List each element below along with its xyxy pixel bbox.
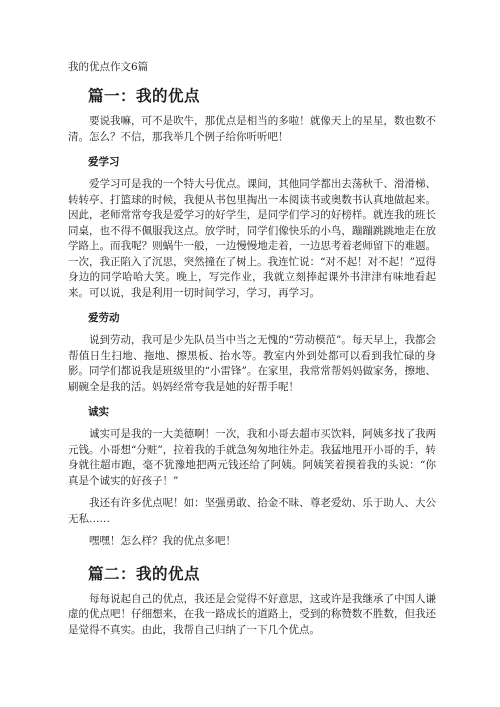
document-title: 我的优点作文6篇 (68, 61, 149, 73)
topic-heading-study: 爱学习 (88, 156, 120, 168)
topic-honesty-paragraph: 诚实可是我的一大美德啊！一次，我和小哥去超市买饮料，阿姨多找了我两元钱。小哥想“分赃”，拉着我的手就急匆匆地往外走。我猛地甩开小哥的手，转身就往超市跑，毫不犹豫地把两元钱还给了阿姨。阿姨笑着摸着我的头说：“你真是个诚实的好孩子！” (68, 428, 436, 487)
section1-heading: 篇一：我的优点 (88, 86, 201, 105)
closing-paragraph: 嘿嘿！怎么样？我的优点多吧！ (89, 535, 236, 547)
section2-heading: 篇二：我的优点 (88, 563, 201, 583)
topic-labor-paragraph: 说到劳动，我可是少先队员当中当之无愧的“劳动模范”。每天早上，我都会帮值日生扫地、拖地、擦黑板、抬水等。教室内外到处都可以看到我忙碌的身影。同学们都说我是班级里的“小雷锋”。在家里，我常常帮妈妈做家务，擦地、刷碗全是我的活。妈妈经常夸我是她的好帮手呢！ (68, 334, 436, 393)
more-virtues-paragraph: 我还有许多优点呢！如：坚强勇敢、拾金不昧、尊老爱幼、乐于助人、大公无私…… (68, 497, 436, 525)
section2-intro: 每每说起自己的优点，我还是会觉得不好意思，这或许是我继承了中国人谦虚的优点吧！仔细想来，在我一路成长的道路上，受到的称赞数不胜数，但我还是觉得不真实。由此，我帮自己归纳了一下几个优点。 (68, 592, 436, 636)
topic-study-paragraph: 爱学习可是我的一个特大号优点。课间，其他同学都出去荡秋千、滑滑梯、转转亭、打篮球的时候，我便从书包里掏出一本阅读书或奥数书认真地做起来。因此，老师常常夸我是爱学习的好学生，是同学们学习的好榜样。就连我的班长同桌，也不得不佩服我这点。放学时，同学们像快乐的小鸟，蹦蹦跳跳地走在放学路上。而我呢？则蜗牛一般，一边慢慢地走着，一边思考着老师留下的难题。一次，我正陷入了沉思，突然撞在了树上。我连忙说：“对不起！对不起！”逗得身边的同学哈哈大笑。晚上，写完作业，我就立刻捧起课外书津津有味地看起来。可以说，我是利用一切时间学习，学习，再学习。 (68, 178, 436, 299)
section1-intro: 要说我嘛，可不是吹牛，那优点是相当的多啦！就像天上的星星，数也数不清。怎么？不信，那我举几个例子给你听听吧！ (68, 115, 436, 143)
topic-heading-honesty: 诚实 (88, 406, 109, 418)
topic-heading-labor: 爱劳动 (88, 312, 120, 324)
